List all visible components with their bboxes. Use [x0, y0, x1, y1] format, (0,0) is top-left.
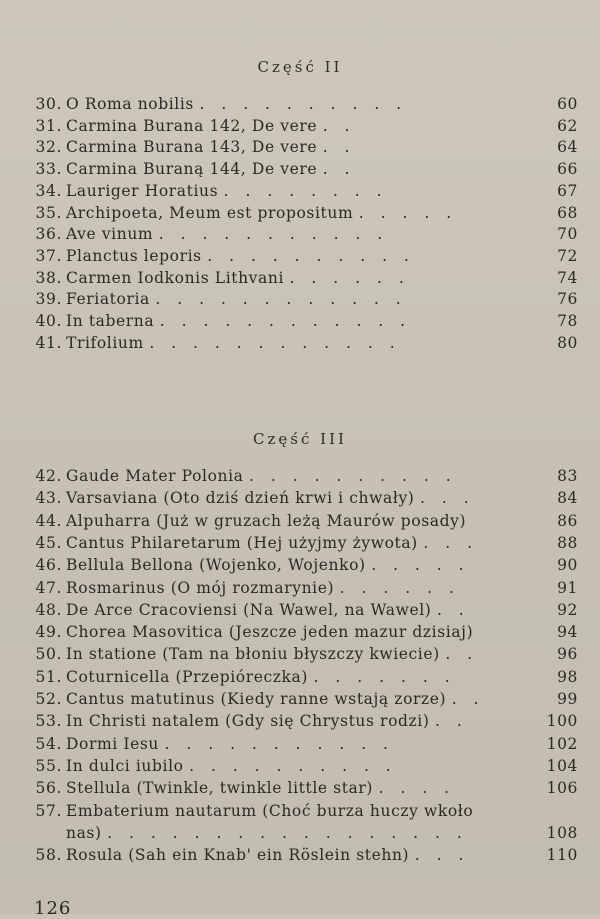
leader-dots: . .: [451, 690, 485, 708]
entry-page-number: 104: [546, 756, 578, 775]
entry-page-number: 100: [546, 712, 578, 731]
leader-dots: . . . . . . . . . . . . . . . . .: [107, 823, 468, 842]
entry-number: 30.: [35, 95, 62, 113]
entry-title: Alpuharra (Już w gruzach leżą Maurów posady): [66, 511, 467, 530]
toc-entry: [0, 245, 600, 267]
entry-title: Lauriger Horatius: [66, 181, 219, 200]
entry-page-number: 72: [557, 246, 578, 265]
leader-dots: . . . . . . . . . .: [249, 467, 457, 485]
toc-entry: [0, 180, 600, 202]
entry-number: 31.: [35, 116, 62, 135]
entry-number: 37.: [35, 246, 62, 265]
entry-page-number: 68: [557, 203, 578, 222]
leader-dots: . . . . .: [358, 203, 458, 222]
entry-page-number: 74: [557, 268, 578, 287]
entry-title: Chorea Masovitica (Jeszcze jeden mazur dzisiaj): [66, 623, 474, 642]
entry-number: 58.: [35, 846, 62, 865]
entry-page-number: 80: [557, 333, 578, 352]
toc-entry: [0, 223, 600, 245]
entry-page-number: 84: [557, 489, 578, 508]
entry-number: 50.: [35, 645, 62, 664]
toc-entry: [0, 710, 600, 732]
toc-entry: [0, 267, 600, 289]
entry-title: In Christi natalem (Gdy się Chrystus rodzi): [66, 712, 430, 731]
entry-title: Dormi Iesu: [66, 734, 159, 753]
entry-page-number: 88: [557, 533, 578, 552]
leader-dots: . . .: [414, 846, 470, 865]
entry-title: Coturnicella (Przepióreczka): [66, 667, 309, 686]
leader-dots: . . . . . . . .: [223, 181, 388, 200]
entry-page-number: 110: [546, 846, 578, 865]
entry-page-number: 67: [557, 181, 578, 200]
entry-title: Varsaviana (Oto dziś dzień krwi i chwały): [66, 489, 415, 508]
entry-number: 44.: [35, 511, 62, 530]
entry-number: 49.: [35, 623, 62, 642]
entry-number: 43.: [35, 489, 62, 508]
leader-dots: . . . . .: [371, 556, 470, 575]
toc-entry: [0, 733, 600, 755]
entry-number: 55.: [35, 756, 62, 775]
leader-dots: . . . . . . . . . .: [207, 246, 415, 265]
entry-title: Rosula (Sah ein Knab' ein Röslein stehn): [66, 846, 410, 865]
entry-number: 40.: [35, 312, 62, 330]
entry-title: Gaude Mater Polonia: [66, 467, 244, 485]
entry-number: 57.: [35, 801, 62, 820]
leader-dots: . .: [322, 116, 356, 135]
page-number: 126: [34, 898, 72, 919]
entry-page-number: 83: [557, 467, 578, 485]
entry-page-number: 91: [557, 578, 578, 597]
leader-dots: . . . .: [378, 779, 456, 798]
entry-title: In dulci iubilo: [66, 756, 184, 775]
entry-page-number: 70: [557, 225, 578, 244]
leader-dots: . . . . . .: [289, 268, 410, 287]
entry-page-number: 66: [557, 160, 578, 179]
entry-title: Archipoeta, Meum est propositum: [66, 203, 354, 222]
entry-title: Bellula Bellona (Wojenko, Wojenko): [66, 556, 366, 575]
toc-entry: [0, 755, 600, 777]
entry-number: 41.: [35, 333, 62, 352]
leader-dots: . .: [436, 600, 470, 619]
entry-page-number: 94: [557, 623, 578, 642]
entry-page-number: 60: [557, 95, 578, 113]
entry-title: Carmina Burana 143, De vere: [66, 138, 318, 157]
toc-entry: [0, 688, 600, 710]
entry-number: 36.: [35, 225, 62, 244]
entry-page-number: 102: [546, 734, 578, 753]
toc-entry: [0, 93, 600, 115]
toc-entry: [0, 510, 600, 532]
entry-page-number: 98: [557, 667, 578, 686]
leader-dots: . . . . . .: [339, 578, 460, 597]
leader-dots: . . . . . . . . . .: [199, 95, 408, 113]
toc-entry: [0, 158, 600, 180]
entry-title: Carmen Iodkonis Lithvani: [66, 268, 285, 287]
entry-number: 47.: [35, 578, 62, 597]
leader-dots: . . . . . . . . . . . .: [155, 290, 407, 309]
toc-entry: [0, 577, 600, 599]
toc-entry: [0, 777, 600, 799]
toc-entry: [0, 465, 600, 487]
entry-title: Embaterium nautarum (Choć burza huczy wkoło: [66, 801, 474, 820]
entry-page-number: 96: [557, 645, 578, 664]
toc-entry-continuation: [0, 822, 600, 844]
leader-dots: . . . . . . .: [313, 667, 456, 686]
toc-entry: [0, 554, 600, 576]
leader-dots: . . . . . . . . . . . .: [159, 312, 412, 330]
entry-number: 39.: [35, 290, 62, 309]
part-3-heading: Część III: [253, 430, 347, 448]
entry-title: Planctus leporis: [66, 246, 202, 265]
leader-dots: . .: [322, 160, 356, 179]
entry-number: 32.: [35, 138, 62, 157]
entry-title: Trifolium: [66, 333, 144, 352]
entry-title: Rosmarinus (O mój rozmarynie): [66, 578, 335, 597]
entry-title: Ave vinum: [66, 225, 154, 244]
toc-entry: [0, 332, 600, 354]
entry-number: 54.: [35, 734, 62, 753]
leader-dots: . .: [435, 712, 468, 731]
toc-entry: [0, 532, 600, 554]
entry-number: 35.: [35, 203, 62, 222]
entry-number: 53.: [35, 712, 62, 731]
leader-dots: . .: [445, 645, 479, 664]
entry-number: 48.: [35, 600, 62, 619]
entry-number: 45.: [35, 533, 62, 552]
entry-title: Cantus matutinus (Kiedy ranne wstają zorze): [66, 690, 447, 708]
entry-title: Feriatoria: [66, 290, 150, 309]
entry-title: Carmina Burana 142, De vere: [66, 116, 318, 135]
entry-page-number: 64: [557, 138, 578, 157]
entry-title: Carmina Buraną 144, De vere: [66, 160, 318, 179]
entry-page-number: 76: [557, 290, 578, 309]
toc-entry: [0, 599, 600, 621]
leader-dots: . . . . . . . . . .: [189, 756, 397, 775]
entry-title: Cantus Philaretarum (Hej użyjmy żywota): [66, 533, 418, 552]
entry-number: 42.: [35, 467, 62, 485]
entry-page-number: 90: [557, 556, 578, 575]
toc-entry: [0, 643, 600, 665]
entry-page-number: 86: [557, 511, 578, 530]
toc-entry: [0, 800, 600, 822]
entry-number: 56.: [35, 779, 62, 798]
entry-page-number: 99: [557, 690, 578, 708]
entry-page-number: 78: [557, 312, 578, 330]
entry-page-number: 106: [546, 779, 578, 798]
entry-number: 52.: [35, 690, 62, 708]
leader-dots: . . .: [420, 489, 475, 508]
toc-entry: [0, 288, 600, 310]
entry-page-number: 108: [546, 823, 578, 842]
entry-page-number: 62: [557, 116, 578, 135]
entry-number: 51.: [35, 667, 62, 686]
toc-entry: [0, 621, 600, 643]
toc-entry: [0, 844, 600, 866]
entry-page-number: 92: [557, 600, 578, 619]
toc-entry: [0, 487, 600, 509]
leader-dots: . . . . . . . . . . .: [164, 734, 394, 753]
entry-title: Stellula (Twinkle, twinkle little star): [66, 779, 374, 798]
toc-entry: [0, 115, 600, 137]
entry-number: 38.: [35, 268, 62, 287]
entry-number: 46.: [35, 556, 62, 575]
leader-dots: . . . . . . . . . . .: [158, 225, 389, 244]
toc-entry: [0, 202, 600, 224]
toc-entry: [0, 136, 600, 158]
entry-title: In statione (Tam na błoniu błyszczy kwiecie): [66, 645, 440, 664]
leader-dots: . . . . . . . . . . . .: [149, 333, 401, 352]
entry-title: O Roma nobilis: [66, 95, 194, 113]
entry-number: 33.: [35, 160, 62, 179]
entry-number: 34.: [35, 181, 62, 200]
entry-title: In taberna: [66, 312, 155, 330]
leader-dots: . . .: [423, 533, 478, 552]
entry-title-continuation: nas): [66, 823, 102, 842]
toc-entry: [0, 666, 600, 688]
leader-dots: . .: [322, 138, 356, 157]
toc-entry: [0, 310, 600, 332]
part-2-heading: Część II: [257, 58, 343, 76]
entry-title: De Arce Cracoviensi (Na Wawel, na Wawel): [66, 600, 432, 619]
